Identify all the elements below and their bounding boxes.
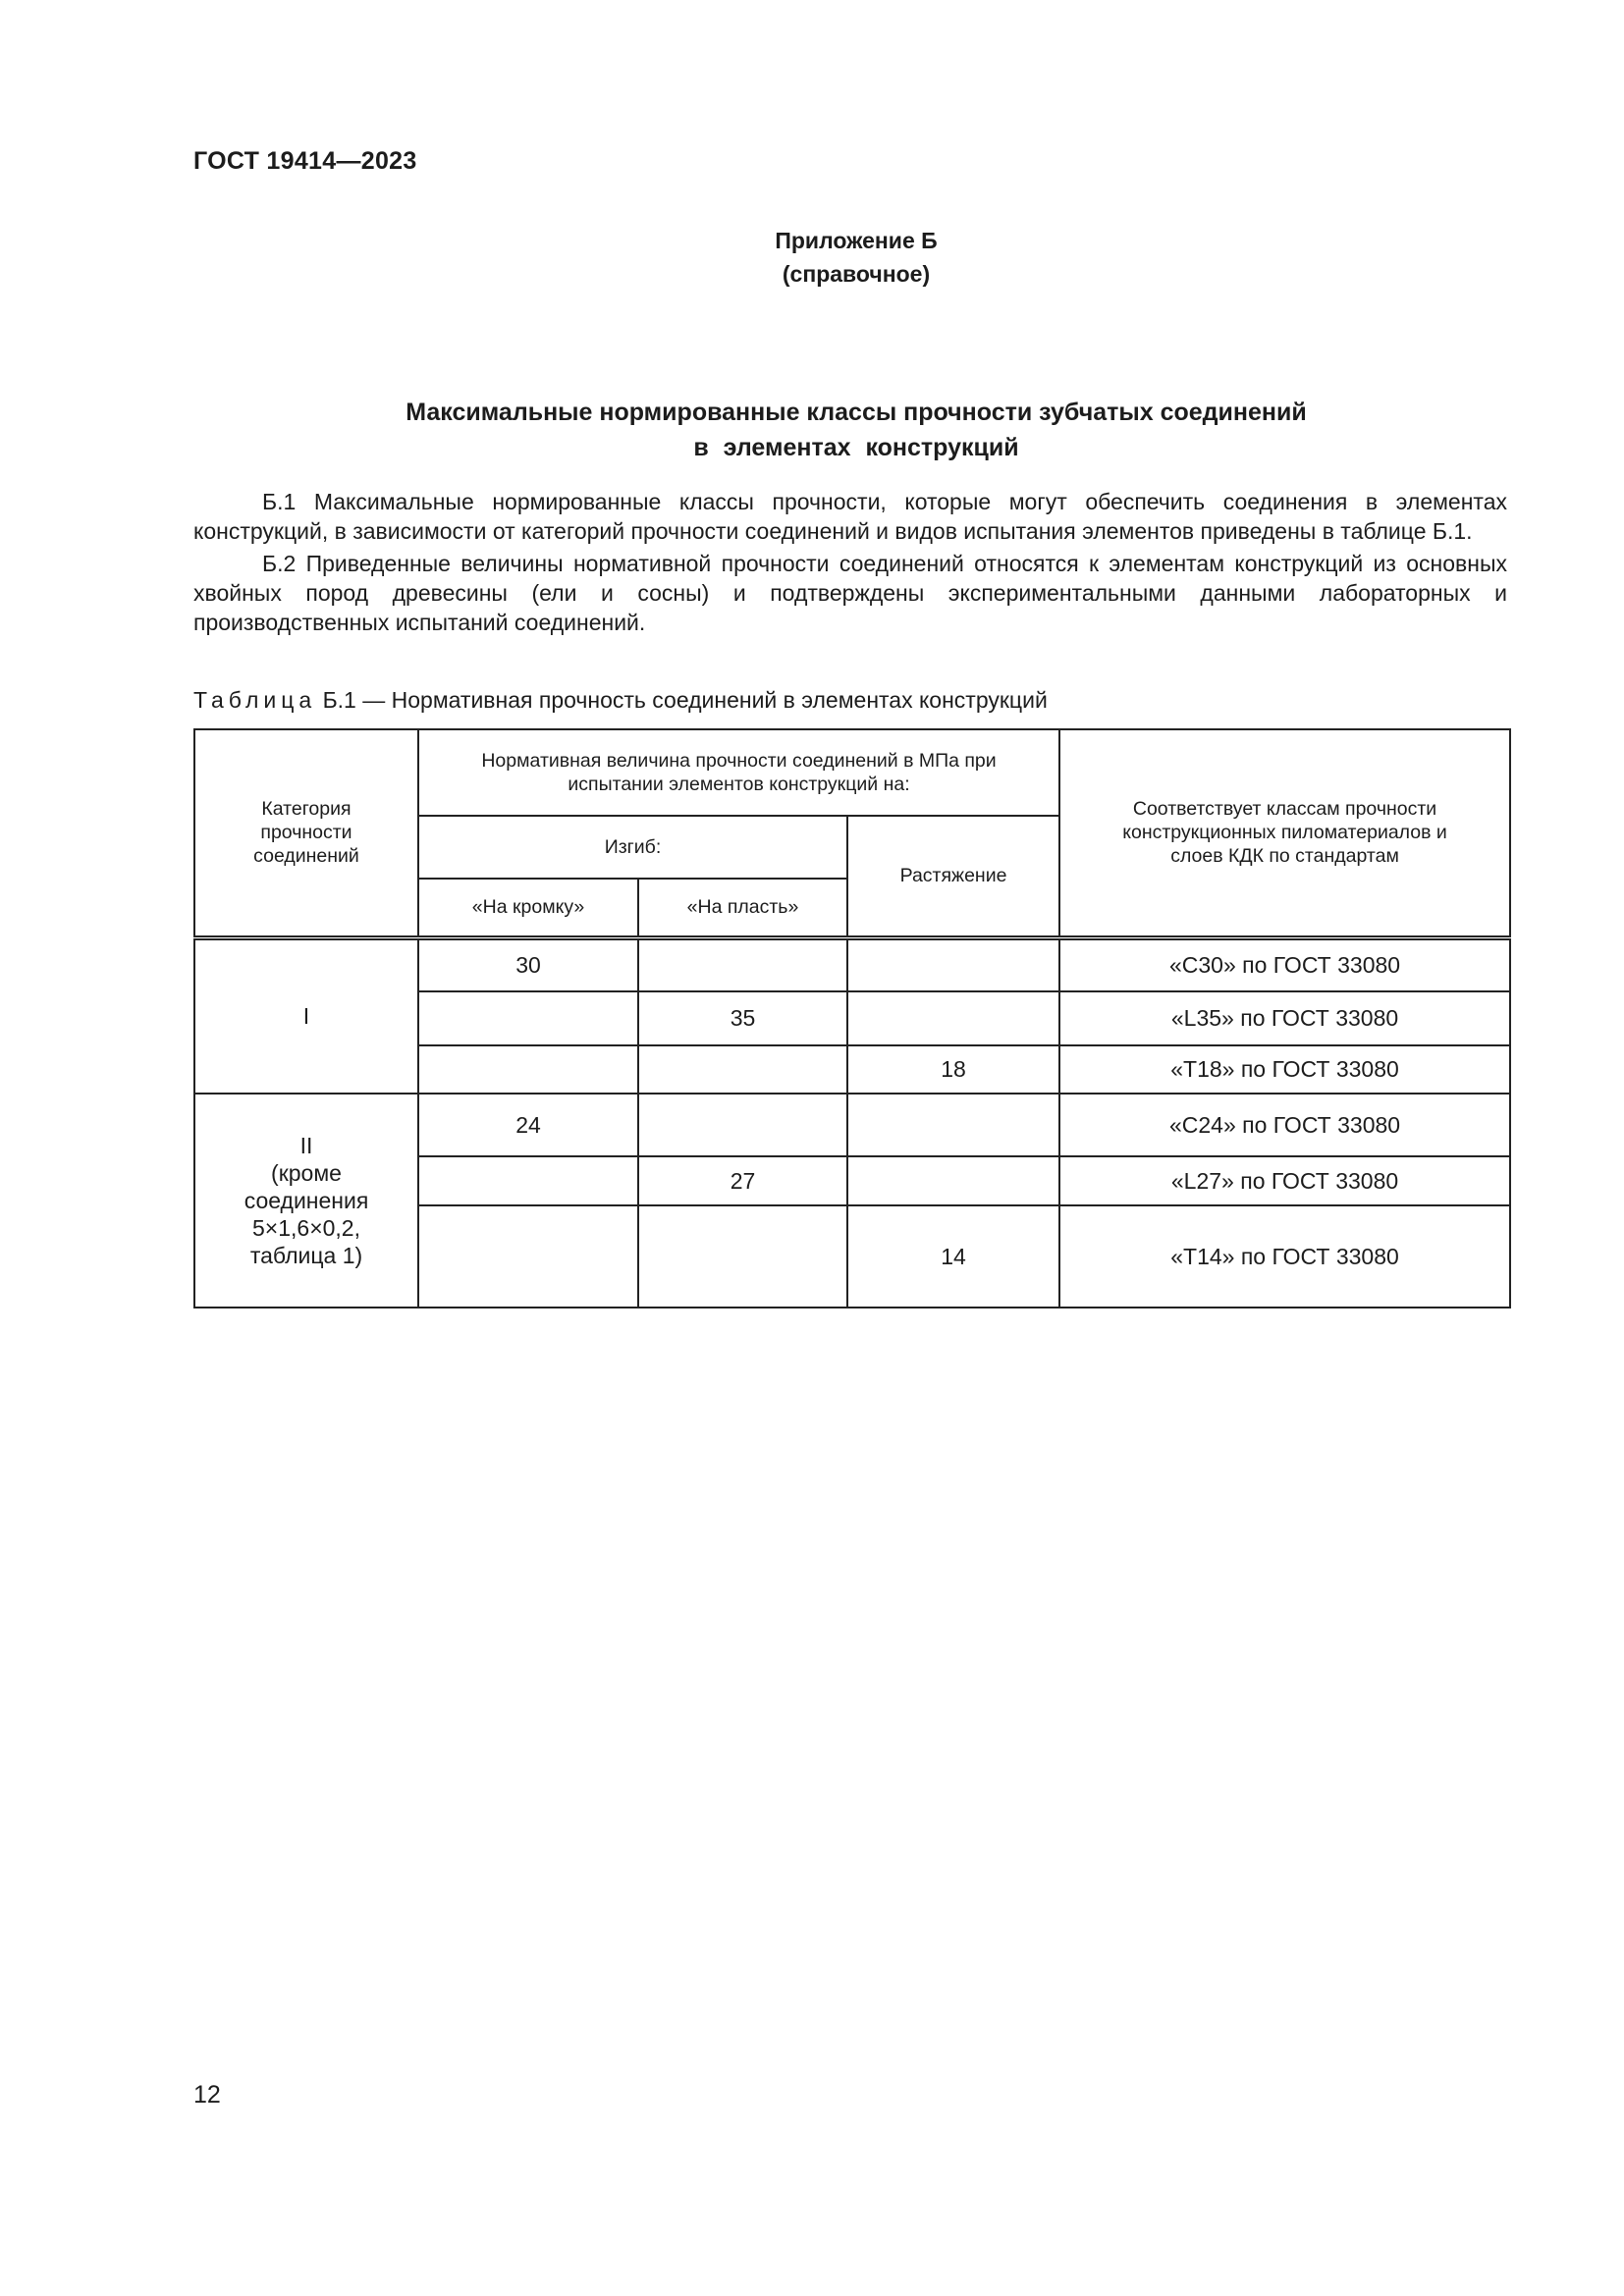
category-cell-2 (194, 1094, 418, 1308)
class-cell: «L27» по ГОСТ 33080 (1059, 1156, 1510, 1205)
class-cell: «С24» по ГОСТ 33080 (1059, 1094, 1510, 1156)
tension-cell (847, 991, 1059, 1045)
header-bending: Изгиб: (418, 816, 847, 879)
tension-cell (847, 1094, 1059, 1156)
edge-cell (418, 1045, 638, 1094)
flat-cell (638, 1045, 847, 1094)
class-cell: «L35» по ГОСТ 33080 (1059, 991, 1510, 1045)
header-tension: Растяжение (847, 816, 1059, 937)
section-title-line2: в элементах конструкций (693, 434, 1019, 461)
category-2-label: II (299, 1133, 313, 1158)
category-2-note: (кроме соединения 5×1,6×0,2, таблица 1) (244, 1160, 369, 1268)
tension-cell: 18 (847, 1045, 1059, 1094)
paragraph-b2: Б.2 Приведенные величины нормативной прочности соединений относятся к элементам конструкций из основных хвойных пород древесины (ели и сосны) и подтверждены экспериментальными данными лабораторных и производственных испытаний соединений. (193, 551, 1507, 635)
edge-cell (418, 991, 638, 1045)
flat-cell: 27 (638, 1156, 847, 1205)
edge-cell: 24 (418, 1094, 638, 1156)
tension-cell: 14 (847, 1205, 1059, 1308)
header-flat: «На пласть» (638, 879, 847, 937)
tension-cell (847, 1156, 1059, 1205)
header-category: Категория прочности соединений (194, 729, 418, 937)
paragraph-b1: Б.1 Максимальные нормированные классы прочности, которые могут обеспечить соединения в элементах конструкций, в зависимости от категорий прочности соединений и видов испытания элементов приведены в таблице Б.1. (193, 489, 1507, 544)
category-cell-1: I (194, 937, 418, 1094)
body-text (193, 487, 1507, 640)
class-cell: «С30» по ГОСТ 33080 (1059, 937, 1510, 991)
flat-cell: 35 (638, 991, 847, 1045)
document-code: ГОСТ 19414—2023 (193, 147, 417, 175)
edge-cell (418, 1156, 638, 1205)
table-caption-prefix: Таблица (193, 687, 317, 713)
table-caption-text: Б.1 — Нормативная прочность соединений в элементах конструкций (322, 687, 1048, 713)
annex-title: Приложение Б (775, 228, 938, 253)
tension-cell (847, 937, 1059, 991)
section-title (0, 395, 1624, 465)
flat-cell (638, 1094, 847, 1156)
table-row (194, 937, 1510, 991)
annex-heading (0, 224, 1624, 291)
class-cell: «Т14» по ГОСТ 33080 (1059, 1205, 1510, 1308)
edge-cell: 30 (418, 937, 638, 991)
class-cell: «Т18» по ГОСТ 33080 (1059, 1045, 1510, 1094)
flat-cell (638, 1205, 847, 1308)
header-classes: Соответствует классам прочности конструкционных пиломатериалов и слоев КДК по стандартам (1059, 729, 1510, 937)
strength-table (193, 728, 1511, 1308)
table-caption (193, 687, 1048, 714)
header-normative: Нормативная величина прочности соединений в МПа при испытании элементов конструкций на: (418, 729, 1059, 816)
edge-cell (418, 1205, 638, 1308)
flat-cell (638, 937, 847, 991)
annex-type: (справочное) (782, 261, 931, 287)
header-edge: «На кромку» (418, 879, 638, 937)
page-number: 12 (193, 2081, 221, 2109)
section-title-line1: Максимальные нормированные классы прочности зубчатых соединений (406, 399, 1307, 426)
table-row (194, 1094, 1510, 1156)
